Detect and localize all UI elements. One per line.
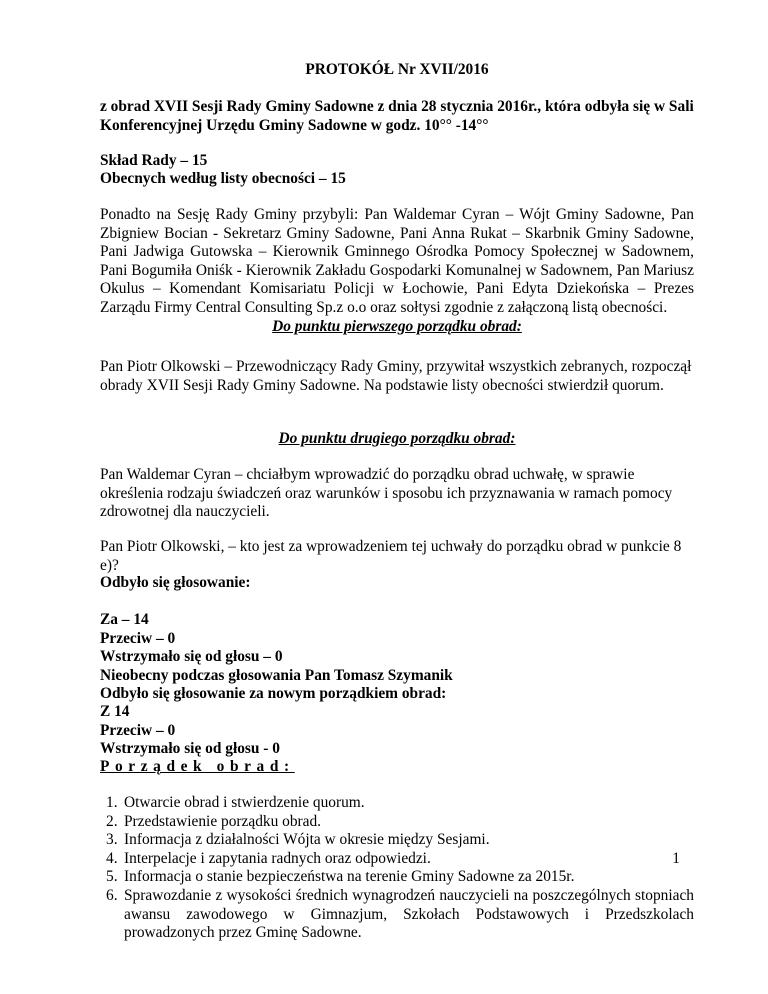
agenda-item	[106, 887, 694, 943]
agenda-list	[106, 794, 694, 943]
agenda-item	[106, 813, 694, 832]
vote-1-line: Wstrzymało się od głosu – 0	[100, 648, 283, 666]
agenda-item-text: Sprawozdanie z wysokości średnich wynagrodzeń nauczycieli na poszczególnych stopniach awansu zawodowego w Gimnazjum, Szkołach Podstawowych i Przedszkolach prowadzonych przez Gminę Sadowne.	[124, 886, 694, 942]
intro-paragraph: z obrad XVII Sesji Rady Gminy Sadowne z dnia 28 stycznia 2016r., która odbyła się w Sali Konferencyjnej Urzędu Gminy Sadowne w godz. 10°° -14°°	[100, 98, 694, 134]
agenda-item-number: 1.	[106, 794, 118, 811]
agenda-item-number: 6.	[106, 886, 118, 904]
section-heading-2	[100, 430, 694, 449]
vote-2-results	[100, 703, 694, 759]
agenda-item	[106, 831, 694, 850]
paragraph-proposal: Pan Waldemar Cyran – chciałbym wprowadzić do porządku obrad uchwałę, w sprawie określenia rodzaju świadczeń oraz warunków i sposobu ich przyznawania w ramach pomocy zdrowotnej dla nauczycieli.	[100, 466, 673, 521]
paragraph-question: Pan Piotr Olkowski, – kto jest za wprowadzeniem tej uchwały do porządku obrad w punkcie 8 e)?	[100, 538, 682, 574]
paragraph-opening: Pan Piotr Olkowski – Przewodniczący Rady Gminy, przywitał wszystkich zebranych, rozpoczął obrady XVII Sesji Rady Gminy Sadowne. Na podstawie listy obecności stwierdził quorum.	[100, 358, 692, 394]
vote-1-line: Przeciw – 0	[100, 629, 176, 647]
document-title: PROTOKÓŁ Nr XVII/2016	[305, 61, 489, 78]
attendees-paragraph: Ponadto na Sesję Rady Gminy przybyli: Pan Waldemar Cyran – Wójt Gminy Sadowne, Pan Zbigniew Bocian - Sekretarz Gminy Sadowne, Pani Anna Rukat – Skarbnik Gminy Sadowne, Pani Jadwiga Gutowska – Kierownik Gminnego Ośrodka Pomocy Społecznej w Sadownem, Pani Bogumiła Oniśk - Kierownik Zakładu Gospodarki Komunalnej w Sadownem, Pan Mariusz Okulus – Komendant Komisariatu Policji w Łochowie, Pani Edyta Dziekońska – Prezes Zarządu Firmy Central Consulting Sp.z o.o oraz sołtysi zgodnie z załączoną listą obecności.	[100, 206, 694, 316]
page-number: 1	[672, 850, 680, 867]
section-heading-2-text: Do punktu drugiego porządku obrad:	[278, 430, 516, 447]
agenda-item	[106, 850, 694, 869]
vote-2-line: Przeciw – 0	[100, 721, 176, 739]
section-heading-1-text: Do punktu pierwszego porządku obrad:	[272, 318, 522, 335]
agenda-item-text: Otwarcie obrad i stwierdzenie quorum.	[124, 794, 365, 811]
agenda-item	[106, 868, 694, 887]
agenda-item-number: 4.	[106, 849, 118, 867]
agenda-item-number: 2.	[106, 812, 118, 830]
agenda-heading	[100, 758, 694, 777]
agenda-item	[106, 794, 694, 813]
vote-1-line: Za – 14	[100, 611, 149, 628]
vote-2-line: Z 14	[100, 703, 130, 720]
vote-2-heading: Odbyło się głosowanie za nowym porządkiem obrad:	[100, 685, 447, 702]
agenda-item-number: 5.	[106, 868, 118, 886]
vote-2-line: Wstrzymało się od głosu - 0	[100, 740, 280, 758]
agenda-item-text: Informacja o stanie bezpieczeństwa na terenie Gminy Sadowne za 2015r.	[124, 868, 575, 886]
vote-1-heading: Odbyło się głosowanie:	[100, 574, 251, 591]
section-heading-1	[100, 318, 694, 337]
agenda-item-number: 3.	[106, 831, 118, 849]
agenda-item-text: Informacja z działalności Wójta w okresie między Sesjami.	[124, 831, 490, 849]
council-composition: Skład Rady – 15	[100, 152, 208, 169]
attendance-count: Obecnych według listy obecności – 15	[100, 170, 346, 187]
vote-1-line: Nieobecny podczas głosowania Pan Tomasz Szymanik	[100, 666, 453, 684]
agenda-item-text: Przedstawienie porządku obrad.	[124, 812, 322, 830]
vote-1-results	[100, 611, 694, 685]
agenda-item-text: Interpelacje i zapytania radnych oraz odpowiedzi.	[124, 849, 431, 867]
agenda-heading-text: Porządek obrad:	[100, 758, 295, 775]
